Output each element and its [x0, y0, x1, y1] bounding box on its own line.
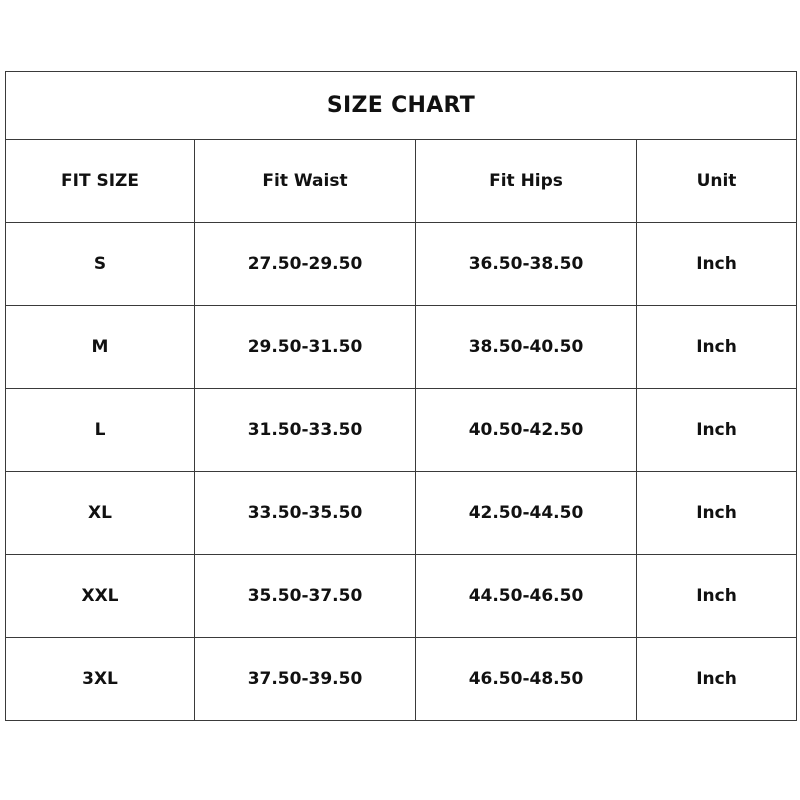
- hips-cell: 38.50-40.50: [416, 306, 637, 389]
- waist-cell: 37.50-39.50: [195, 638, 416, 721]
- unit-cell: Inch: [637, 389, 797, 472]
- hips-cell: 42.50-44.50: [416, 472, 637, 555]
- chart-title: SIZE CHART: [6, 72, 797, 140]
- waist-cell: 35.50-37.50: [195, 555, 416, 638]
- unit-cell: Inch: [637, 472, 797, 555]
- size-cell: XL: [6, 472, 195, 555]
- unit-cell: Inch: [637, 223, 797, 306]
- header-fit-hips: Fit Hips: [416, 140, 637, 223]
- table-row: [6, 223, 797, 306]
- table-row: [6, 555, 797, 638]
- title-row: [6, 72, 797, 140]
- size-cell: S: [6, 223, 195, 306]
- size-cell: M: [6, 306, 195, 389]
- header-fit-size: FIT SIZE: [6, 140, 195, 223]
- hips-cell: 36.50-38.50: [416, 223, 637, 306]
- unit-cell: Inch: [637, 306, 797, 389]
- size-cell: XXL: [6, 555, 195, 638]
- table-row: [6, 472, 797, 555]
- table-row: [6, 306, 797, 389]
- hips-cell: 40.50-42.50: [416, 389, 637, 472]
- size-chart-table: [5, 71, 797, 721]
- waist-cell: 31.50-33.50: [195, 389, 416, 472]
- hips-cell: 44.50-46.50: [416, 555, 637, 638]
- header-fit-waist: Fit Waist: [195, 140, 416, 223]
- waist-cell: 27.50-29.50: [195, 223, 416, 306]
- header-unit: Unit: [637, 140, 797, 223]
- hips-cell: 46.50-48.50: [416, 638, 637, 721]
- size-cell: 3XL: [6, 638, 195, 721]
- unit-cell: Inch: [637, 555, 797, 638]
- waist-cell: 33.50-35.50: [195, 472, 416, 555]
- size-cell: L: [6, 389, 195, 472]
- unit-cell: Inch: [637, 638, 797, 721]
- waist-cell: 29.50-31.50: [195, 306, 416, 389]
- table-row: [6, 389, 797, 472]
- header-row: [6, 140, 797, 223]
- table-row: [6, 638, 797, 721]
